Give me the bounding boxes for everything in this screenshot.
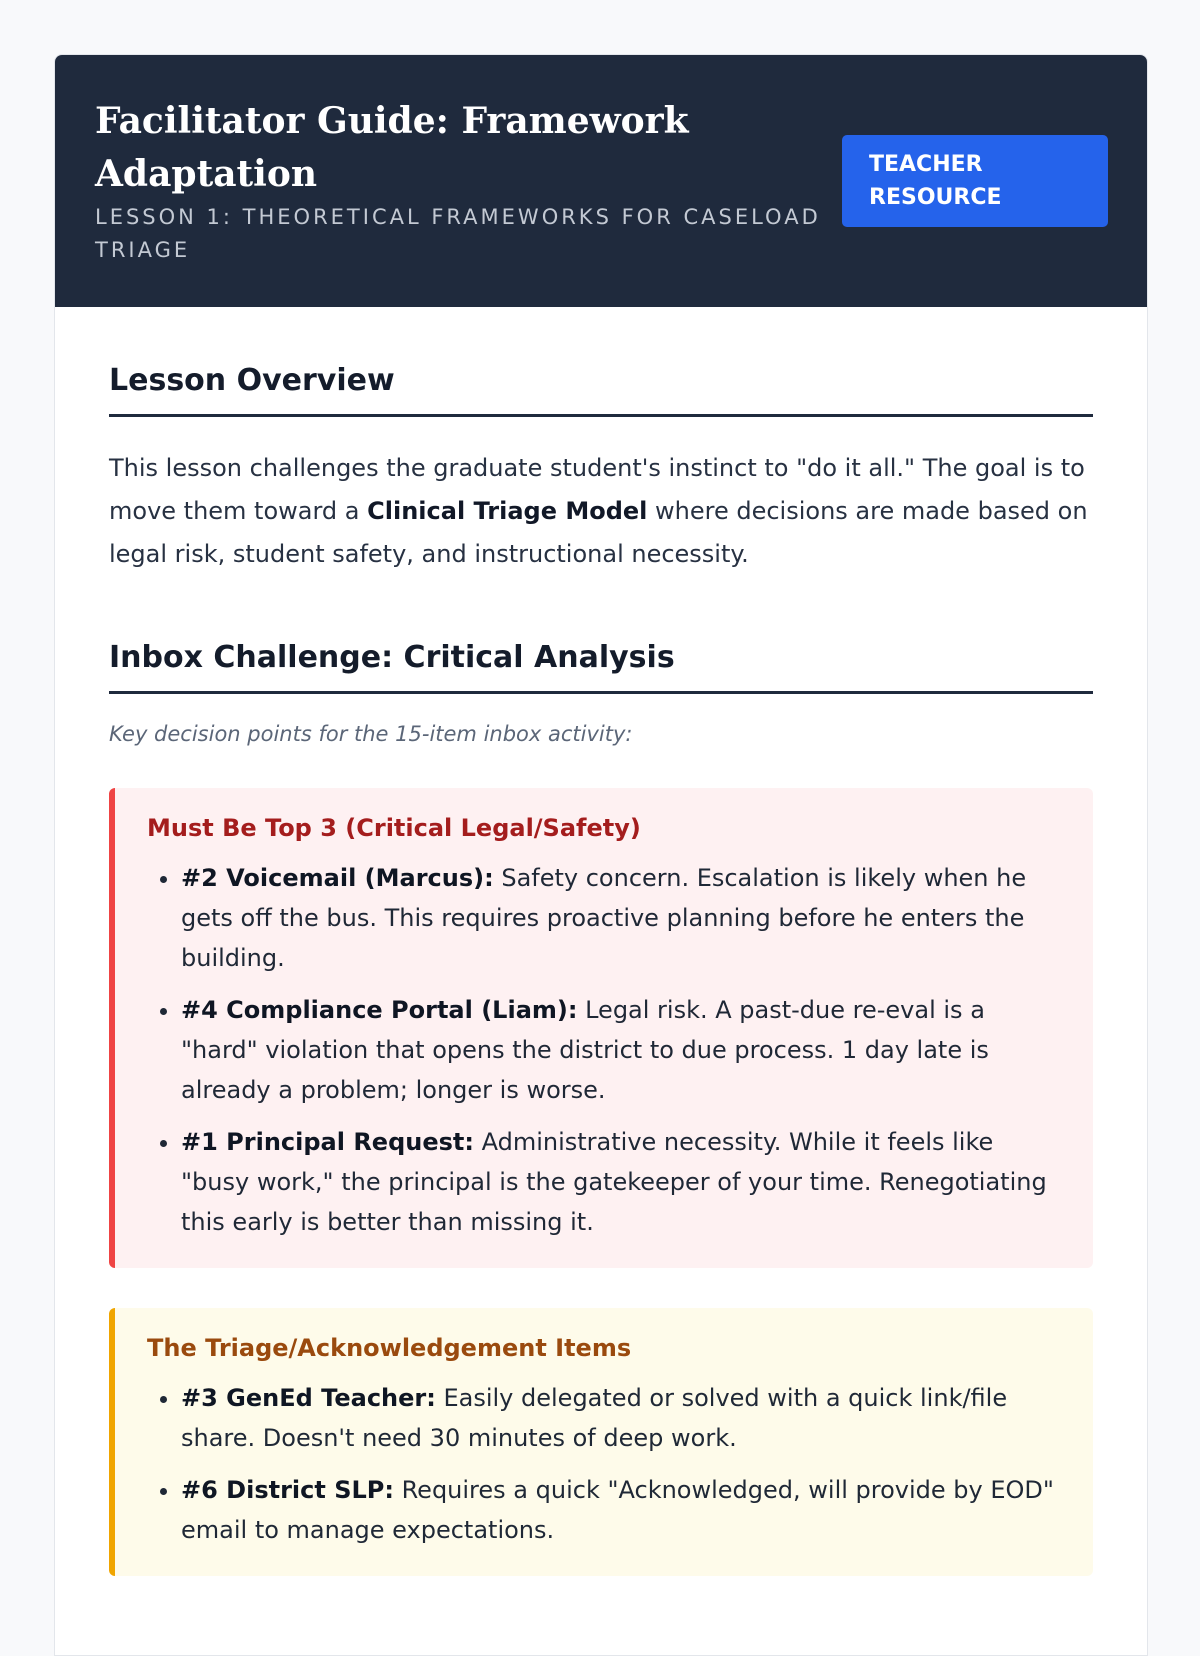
lesson-overview-heading: Lesson Overview (109, 363, 1093, 417)
overview-text-bold: Clinical Triage Model (367, 497, 648, 525)
teacher-resource-badge: TEACHER RESOURCE (842, 135, 1108, 227)
item-text: Administrative necessity. While it feels like "busy work," the principal is the gatekeeper of your time. Renegotiating this early is better than missing it. (181, 1128, 1047, 1236)
guide-content (55, 363, 1147, 1576)
triage-items-title: The Triage/Acknowledgement Items (147, 1334, 632, 1362)
triage-items-list (147, 1378, 1061, 1550)
triage-items-callout (109, 1308, 1093, 1576)
list-item (181, 990, 1061, 1110)
critical-items-list (147, 858, 1061, 1242)
item-label: #6 District SLP: (181, 1476, 394, 1504)
lesson-subtitle: LESSON 1: THEORETICAL FRAMEWORKS FOR CASELOAD TRIAGE (95, 205, 821, 262)
guide-header (55, 55, 1147, 307)
list-item (181, 1470, 1061, 1550)
item-text: Easily delegated or solved with a quick link/file share. Doesn't need 30 minutes of deep work. (181, 1384, 1008, 1452)
list-item (181, 858, 1061, 978)
critical-items-title: Must Be Top 3 (Critical Legal/Safety) (147, 814, 641, 842)
item-text: Requires a quick "Acknowledged, will provide by EOD" email to manage expectations. (181, 1476, 1054, 1544)
inbox-challenge-heading: Inbox Challenge: Critical Analysis (109, 640, 1093, 694)
critical-items-callout (109, 788, 1093, 1268)
list-item (181, 1122, 1061, 1242)
lesson-overview-text (109, 447, 1093, 576)
inbox-intro-note: Key decision points for the 15-item inbox activity: (109, 722, 633, 746)
item-label: #1 Principal Request: (181, 1128, 474, 1156)
item-label: #4 Compliance Portal (Liam): (181, 996, 578, 1024)
item-label: #2 Voicemail (Marcus): (181, 864, 494, 892)
list-item (181, 1378, 1061, 1458)
facilitator-guide-card (54, 54, 1148, 1656)
overview-text-end: where decisions are made based on legal risk, student safety, and instructional necessity. (109, 497, 1088, 568)
page-title: Facilitator Guide: Framework Adaptation (95, 100, 689, 195)
item-text: Safety concern. Escalation is likely when he gets off the bus. This requires proactive planning before he enters the building. (181, 864, 1027, 972)
item-text: Legal risk. A past-due re-eval is a "hard" violation that opens the district to due process. 1 day late is already a problem; longer is worse. (181, 996, 989, 1104)
item-label: #3 GenEd Teacher: (181, 1384, 436, 1412)
overview-text-start: This lesson challenges the graduate student's instinct to "do it all." The goal is to move them toward a (109, 454, 1085, 525)
